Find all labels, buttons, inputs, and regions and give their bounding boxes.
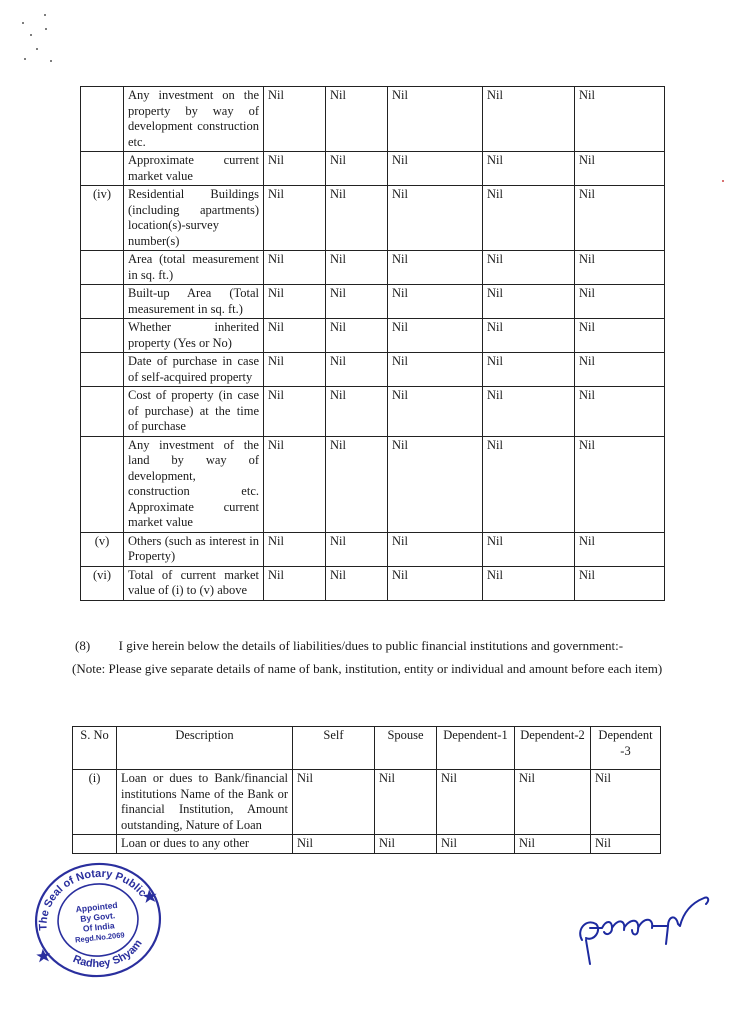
value-cell: Nil	[388, 319, 483, 353]
row-description: Total of current market value of (i) to (v) above	[124, 566, 264, 600]
row-number	[81, 436, 124, 532]
assets-table-body	[81, 87, 665, 601]
row-description: Cost of property (in case of purchase) at the time of purchase	[124, 387, 264, 437]
row-number	[81, 251, 124, 285]
value-cell: Nil	[326, 152, 388, 186]
value-cell: Nil	[326, 353, 388, 387]
value-cell: Nil	[483, 387, 575, 437]
row-description: Loan or dues to any other	[117, 835, 293, 854]
value-cell: Nil	[388, 285, 483, 319]
section-number: (8)	[75, 638, 91, 653]
liabilities-header-row	[73, 727, 661, 770]
value-cell: Nil	[515, 770, 591, 835]
table-row	[81, 319, 665, 353]
svg-text:Appointed: Appointed	[75, 899, 119, 915]
value-cell: Nil	[591, 770, 661, 835]
row-number: (vi)	[81, 566, 124, 600]
value-cell: Nil	[388, 566, 483, 600]
header-dependent-3: Dependent -3	[591, 727, 661, 770]
row-number	[81, 152, 124, 186]
value-cell: Nil	[326, 532, 388, 566]
table-row	[81, 532, 665, 566]
svg-text:Regd.No.2069: Regd.No.2069	[74, 930, 125, 945]
value-cell: Nil	[293, 770, 375, 835]
table-row	[81, 87, 665, 152]
svg-text:Radhey Shyam: Radhey Shyam	[71, 937, 145, 971]
value-cell: Nil	[326, 186, 388, 251]
section-text: I give herein below the details of liabilities/dues to public financial institutions and government:-	[118, 638, 624, 653]
value-cell: Nil	[483, 251, 575, 285]
value-cell: Nil	[264, 566, 326, 600]
row-description: Area (total measurement in sq. ft.)	[124, 251, 264, 285]
value-cell: Nil	[575, 319, 665, 353]
row-description: Any investment on the property by way of development construction etc.	[124, 87, 264, 152]
value-cell: Nil	[483, 87, 575, 152]
value-cell: Nil	[575, 436, 665, 532]
row-description: Loan or dues to Bank/financial institutions Name of the Bank or financial Institution, Amount outstanding, Nature of Loan	[117, 770, 293, 835]
value-cell: Nil	[575, 566, 665, 600]
value-cell: Nil	[264, 387, 326, 437]
value-cell: Nil	[326, 285, 388, 319]
row-number	[81, 353, 124, 387]
row-number: (v)	[81, 532, 124, 566]
svg-text:Of India: Of India	[82, 920, 115, 934]
header-dependent-2: Dependent-2	[515, 727, 591, 770]
table-row	[81, 566, 665, 600]
value-cell: Nil	[264, 285, 326, 319]
value-cell: Nil	[388, 387, 483, 437]
table-row	[81, 186, 665, 251]
table-row	[73, 770, 661, 835]
value-cell: Nil	[388, 186, 483, 251]
value-cell: Nil	[326, 387, 388, 437]
value-cell: Nil	[483, 319, 575, 353]
header-spouse: Spouse	[375, 727, 437, 770]
value-cell: Nil	[293, 835, 375, 854]
value-cell: Nil	[388, 152, 483, 186]
value-cell: Nil	[264, 436, 326, 532]
value-cell: Nil	[375, 770, 437, 835]
value-cell: Nil	[388, 436, 483, 532]
value-cell: Nil	[264, 87, 326, 152]
row-description: Any investment of the land by way of development, construction etc. Approximate current market value	[124, 436, 264, 532]
value-cell: Nil	[326, 319, 388, 353]
table-row	[81, 285, 665, 319]
row-description: Date of purchase in case of self-acquired property	[124, 353, 264, 387]
row-number	[73, 835, 117, 854]
row-description: Approximate current market value	[124, 152, 264, 186]
value-cell: Nil	[483, 186, 575, 251]
row-number: (i)	[73, 770, 117, 835]
section-8-heading	[75, 635, 675, 657]
value-cell: Nil	[437, 835, 515, 854]
value-cell: Nil	[264, 251, 326, 285]
value-cell: Nil	[264, 353, 326, 387]
value-cell: Nil	[483, 285, 575, 319]
row-description: Others (such as interest in Property)	[124, 532, 264, 566]
section-8-note: (Note: Please give separate details of name of bank, institution, entity or individual and amount before each item)	[72, 661, 663, 676]
value-cell: Nil	[388, 532, 483, 566]
liabilities-table-body	[73, 770, 661, 854]
liabilities-table	[72, 726, 661, 854]
row-description: Built-up Area (Total measurement in sq. ft.)	[124, 285, 264, 319]
table-row	[81, 387, 665, 437]
table-row	[81, 436, 665, 532]
table-row	[81, 353, 665, 387]
row-description: Residential Buildings (including apartments) location(s)-survey number(s)	[124, 186, 264, 251]
value-cell: Nil	[388, 353, 483, 387]
row-number	[81, 319, 124, 353]
value-cell: Nil	[575, 285, 665, 319]
value-cell: Nil	[483, 532, 575, 566]
row-number	[81, 387, 124, 437]
assets-table	[80, 86, 665, 601]
notary-seal-stamp	[22, 848, 175, 992]
value-cell: Nil	[575, 532, 665, 566]
value-cell: Nil	[575, 152, 665, 186]
value-cell: Nil	[388, 87, 483, 152]
value-cell: Nil	[264, 319, 326, 353]
value-cell: Nil	[264, 152, 326, 186]
value-cell: Nil	[575, 387, 665, 437]
value-cell: Nil	[575, 186, 665, 251]
table-row	[81, 251, 665, 285]
value-cell: Nil	[375, 835, 437, 854]
value-cell: Nil	[437, 770, 515, 835]
header-self: Self	[293, 727, 375, 770]
row-description: Whether inherited property (Yes or No)	[124, 319, 264, 353]
value-cell: Nil	[483, 353, 575, 387]
row-number	[81, 87, 124, 152]
value-cell: Nil	[326, 436, 388, 532]
header-dependent-1: Dependent-1	[437, 727, 515, 770]
value-cell: Nil	[483, 152, 575, 186]
value-cell: Nil	[264, 532, 326, 566]
value-cell: Nil	[326, 566, 388, 600]
row-number	[81, 285, 124, 319]
value-cell: Nil	[575, 251, 665, 285]
value-cell: Nil	[483, 436, 575, 532]
value-cell: Nil	[575, 87, 665, 152]
value-cell: Nil	[591, 835, 661, 854]
header-description: Description	[117, 727, 293, 770]
value-cell: Nil	[388, 251, 483, 285]
row-number: (iv)	[81, 186, 124, 251]
svg-text:By Govt.: By Govt.	[79, 910, 116, 924]
value-cell: Nil	[483, 566, 575, 600]
table-row	[81, 152, 665, 186]
value-cell: Nil	[326, 251, 388, 285]
value-cell: Nil	[326, 87, 388, 152]
header-sno: S. No	[73, 727, 117, 770]
value-cell: Nil	[515, 835, 591, 854]
value-cell: Nil	[264, 186, 326, 251]
handwritten-signature	[572, 880, 722, 970]
svg-text:The Seal of Notary Public: The Seal of Notary Public	[37, 867, 149, 931]
value-cell: Nil	[575, 353, 665, 387]
